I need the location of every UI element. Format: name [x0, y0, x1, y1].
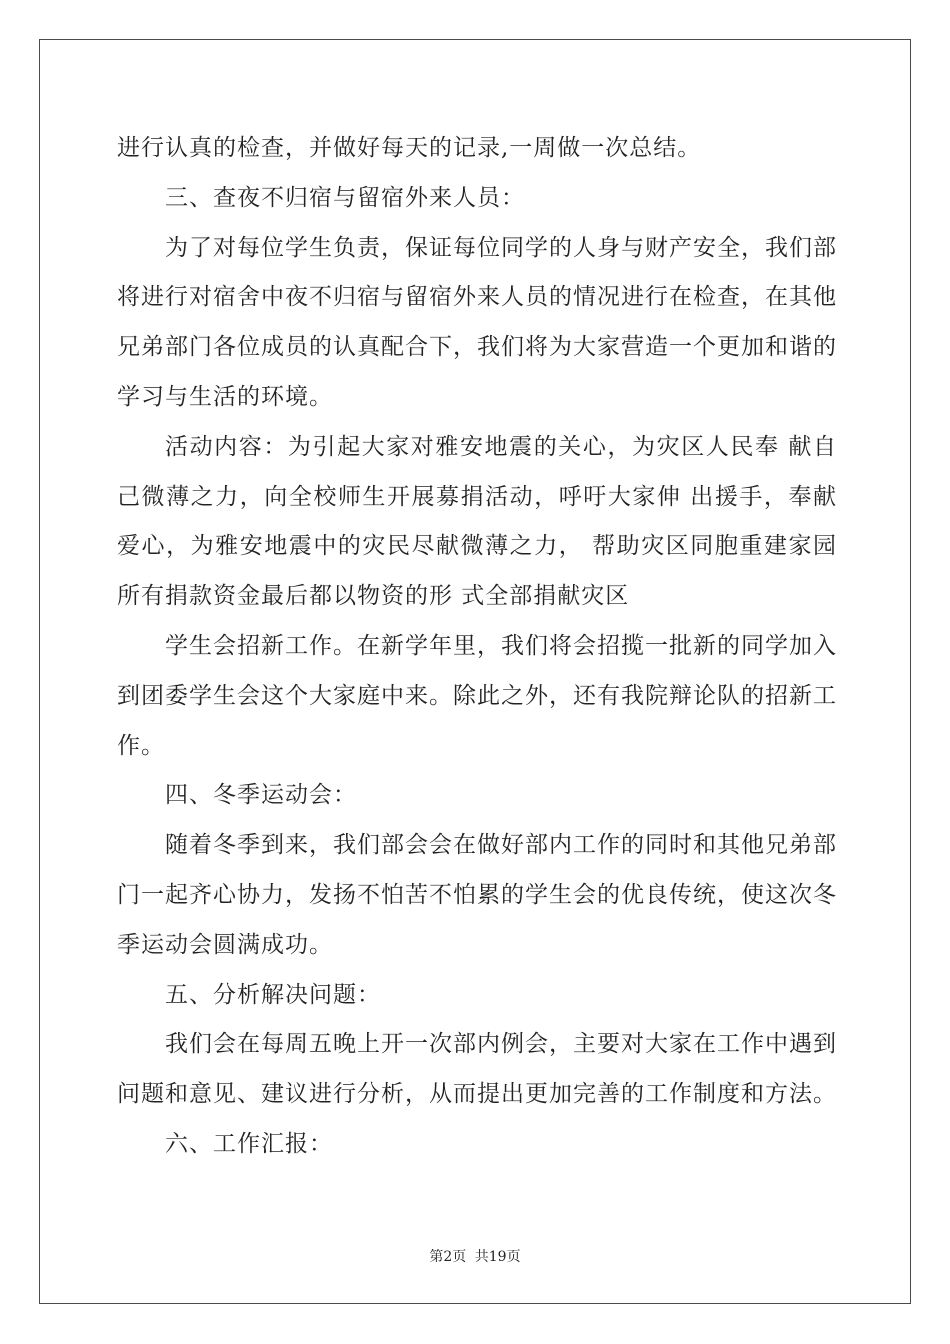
text-line: 活动内容：为引起大家对雅安地震的关心，为灾区人民奉 献自: [165, 433, 837, 460]
page-total: 共19页: [474, 1249, 521, 1265]
text-line: 门一起齐心协力，发扬不怕苦不怕累的学生会的优良传统，使这次冬: [117, 881, 837, 908]
page-footer: [0, 1246, 950, 1266]
text-line: 三、查夜不归宿与留宿外来人员：: [165, 184, 525, 211]
body-text: [117, 124, 837, 1170]
text-line: 兄弟部门各位成员的认真配合下，我们将为大家营造一个更加和谐的: [117, 334, 837, 361]
text-line: 我们会在每周五晚上开一次部内例会，主要对大家在工作中遇到: [165, 1031, 837, 1058]
text-line: 学生会招新工作。在新学年里，我们将会招揽一批新的同学加入: [165, 632, 837, 659]
text-line: 将进行对宿舍中夜不归宿与留宿外来人员的情况进行在检查，在其他: [117, 284, 837, 311]
text-line: 到团委学生会这个大家庭中来。除此之外，还有我院辩论队的招新工: [117, 682, 837, 709]
text-line: 四、冬季运动会：: [165, 782, 357, 809]
text-line: 学习与生活的环境。: [117, 383, 333, 410]
text-line: 季运动会圆满成功。: [117, 931, 333, 958]
text-line: 爱心，为雅安地震中的灾民尽献微薄之力， 帮助灾区同胞重建家园: [117, 533, 837, 560]
text-line: 问题和意见、建议进行分析，从而提出更加完善的工作制度和方法。: [117, 1081, 837, 1108]
text-line: 五、分析解决问题：: [165, 981, 381, 1008]
text-line: 六、工作汇报：: [165, 1130, 333, 1157]
text-line: 所有捐款资金最后都以物资的形 式全部捐献灾区: [117, 583, 630, 610]
text-line: 作。: [117, 732, 165, 759]
text-line: 为了对每位学生负责，保证每位同学的人身与财产安全，我们部: [165, 234, 837, 261]
page-number: 第2页: [429, 1249, 467, 1265]
text-line: 己微薄之力，向全校师生开展募捐活动，呼吁大家伸 出援手，奉献: [117, 483, 837, 510]
text-line: 随着冬季到来，我们部会会在做好部内工作的同时和其他兄弟部: [165, 832, 837, 859]
text-line: 进行认真的检查，并做好每天的记录,一周做一次总结。: [117, 135, 702, 161]
